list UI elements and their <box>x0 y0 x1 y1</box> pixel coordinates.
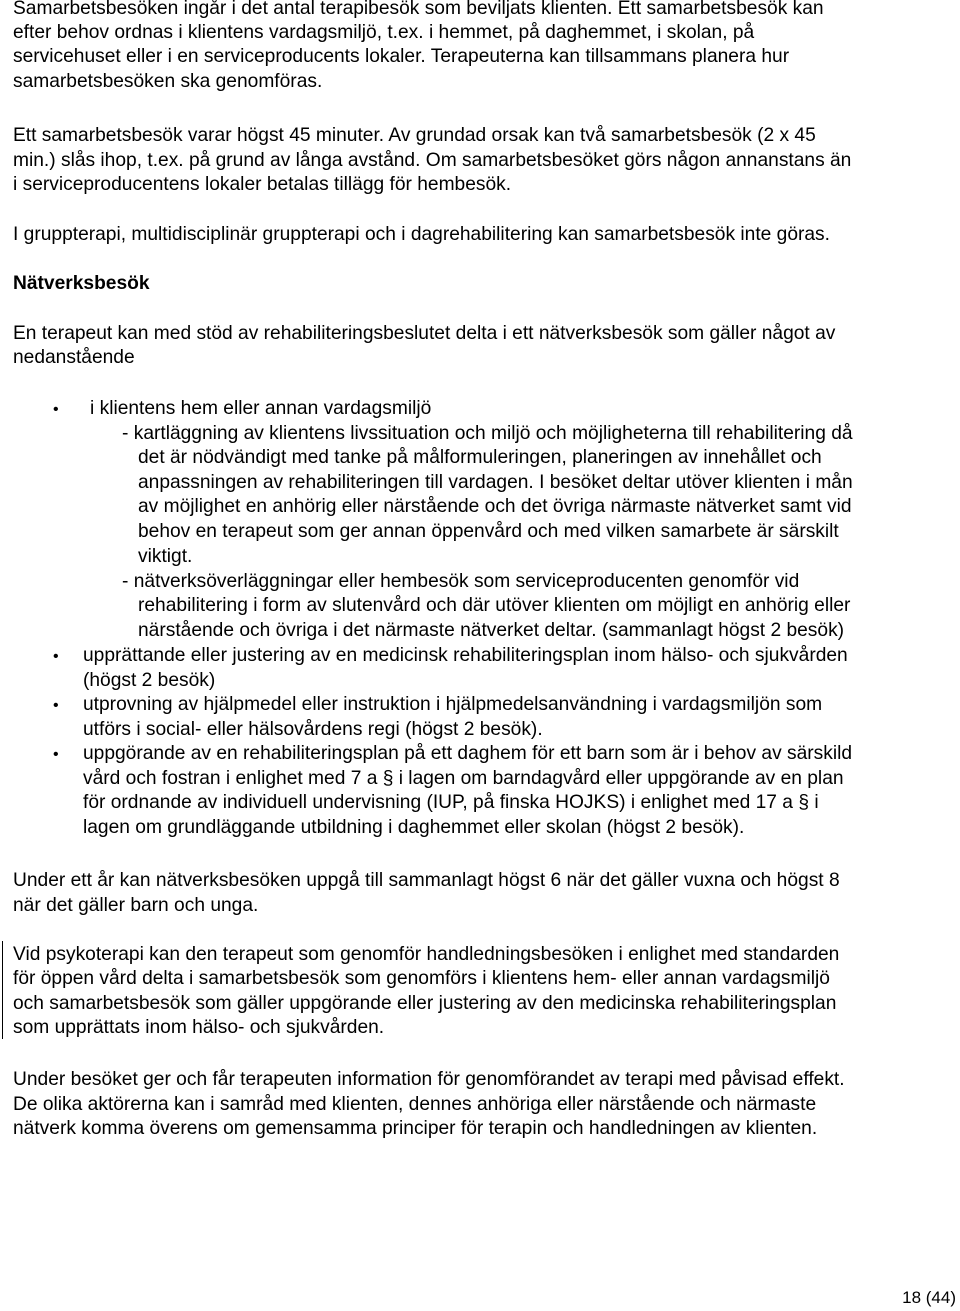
text-line: - kartläggning av klientens livssituation och miljö och möjligheterna till rehabilitering då <box>122 423 853 444</box>
bullet-icon: • <box>53 648 59 665</box>
text-line: i klientens hem eller annan vardagsmiljö <box>90 398 432 419</box>
text-line: i serviceproducentens lokaler betalas tillägg för hembesök. <box>13 174 512 195</box>
text-line: Ett samarbetsbesök varar högst 45 minuter. Av grundad orsak kan två samarbetsbesök (2 x 45 <box>13 125 816 146</box>
text-line: servicehuset eller i en serviceproducents lokaler. Terapeuterna kan tillsammans planera hur <box>13 46 790 67</box>
text-line: vård och fostran i enlighet med 7 a § i lagen om barndagvård eller uppgörande av en plan <box>83 768 844 789</box>
text-line: Under ett år kan nätverksbesöken uppgå till sammanlagt högst 6 när det gäller vuxna och högst 8 <box>13 870 840 891</box>
text-line: En terapeut kan med stöd av rehabiliteringsbeslutet delta i ett nätverksbesök som gäller något av <box>13 323 836 344</box>
text-line: - nätverksöverläggningar eller hembesök som serviceproducenten genomför vid <box>122 571 800 592</box>
text-line: Under besöket ger och får terapeuten information för genomförandet av terapi med påvisad effekt. <box>13 1069 845 1090</box>
bullet-icon: • <box>53 401 59 418</box>
section-heading: Nätverksbesök <box>13 273 150 294</box>
text-line: anpassningen av rehabiliteringen till vardagen. I besöket deltar utöver klienten i mån <box>138 472 853 493</box>
text-line: behov en terapeut som ger annan öppenvård och med vilken samarbete är särskilt <box>138 521 839 542</box>
text-line: nätverk komma överens om gemensamma principer för terapin och handledningen av klienten. <box>13 1118 818 1139</box>
text-line: utprovning av hjälpmedel eller instruktion i hjälpmedelsanvändning i vardagsmiljön som <box>83 694 823 715</box>
text-line: nedanstående <box>13 347 135 368</box>
text-line: när det gäller barn och unga. <box>13 895 259 916</box>
text-line: för ordnande av individuell undervisning (IUP, på finska HOJKS) i enlighet med 17 a § i <box>83 792 819 813</box>
text-line: viktigt. <box>138 546 193 567</box>
text-line: min.) slås ihop, t.ex. på grund av långa avstånd. Om samarbetsbesöket görs någon annanstans än <box>13 150 852 171</box>
text-line: Samarbetsbesöken ingår i det antal terapibesök som beviljats klienten. Ett samarbetsbesök kan <box>13 0 824 19</box>
text-line: efter behov ordnas i klientens vardagsmiljö, t.ex. i hemmet, på daghemmet, i skolan, på <box>13 22 755 43</box>
text-line: samarbetsbesöken ska genomföras. <box>13 71 323 92</box>
bullet-icon: • <box>53 697 59 714</box>
text-line: och samarbetsbesök som gäller uppgörande eller justering av den medicinska rehabiliteringsplan <box>13 993 837 1014</box>
text-line: av möjlighet en anhörig eller närstående och det övriga närmaste nätverket samt vid <box>138 496 852 517</box>
text-line: De olika aktörerna kan i samråd med klienten, dennes anhöriga eller närstående och närmaste <box>13 1094 817 1115</box>
text-line: I gruppterapi, multidisciplinär gruppterapi och i dagrehabilitering kan samarbetsbesök inte göras. <box>13 224 830 245</box>
text-line: Vid psykoterapi kan den terapeut som genomför handledningsbesöken i enlighet med standarden <box>13 944 840 965</box>
page-number: 18 (44) <box>902 1288 956 1307</box>
text-line: upprättande eller justering av en medicinsk rehabiliteringsplan inom hälso- och sjukvården <box>83 645 848 666</box>
revision-bar <box>2 941 3 1039</box>
text-line: som upprättats inom hälso- och sjukvården. <box>13 1017 385 1038</box>
bullet-icon: • <box>53 746 59 763</box>
text-line: för öppen vård delta i samarbetsbesök som genomförs i klientens hem- eller annan vardagsmiljö <box>13 968 830 989</box>
text-line: uppgörande av en rehabiliteringsplan på ett daghem för ett barn som är i behov av särskild <box>83 743 853 764</box>
text-line: lagen om grundläggande utbildning i daghemmet eller skolan (högst 2 besök). <box>83 817 745 838</box>
text-line: utförs i social- eller hälsovårdens regi (högst 2 besök). <box>83 719 543 740</box>
text-line: rehabilitering i form av slutenvård och där utöver klienten om möjligt en anhörig eller <box>138 595 851 616</box>
text-line: (högst 2 besök) <box>83 670 216 691</box>
text-line: det är nödvändigt med tanke på målformuleringen, planeringen av innehållet och <box>138 447 822 468</box>
text-line: närstående och övriga i det närmaste nätverket deltar. (sammanlagt högst 2 besök) <box>138 620 845 641</box>
